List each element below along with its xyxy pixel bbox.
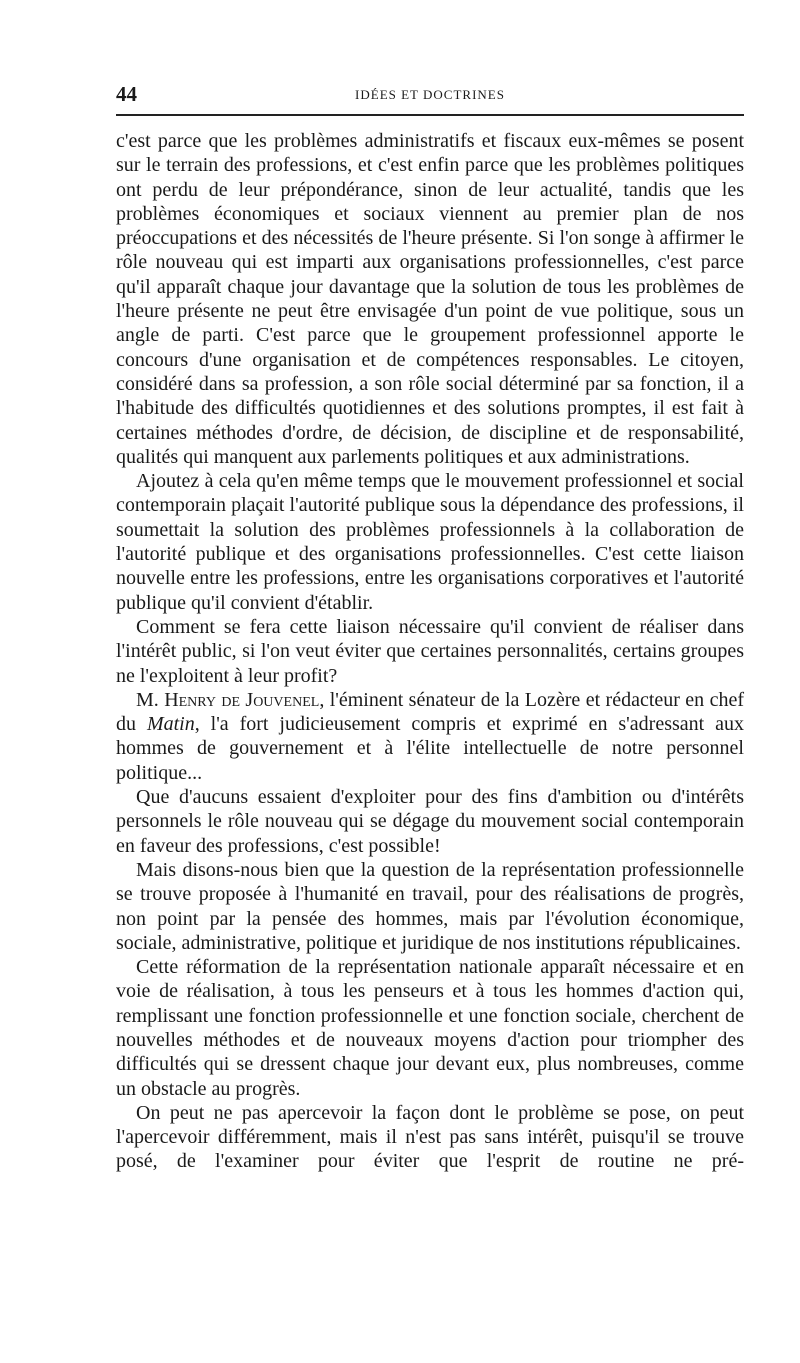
- page-header: [116, 82, 744, 106]
- paragraph-3: [116, 615, 744, 688]
- paragraph-1: c'est parce que les problèmes administratifs et fiscaux eux-mêmes se posent sur le terrain des professions, et c'est enfin parce que les problèmes politiques ont perdu de leur prépondérance, sinon de leur actualité, tandis que les problèmes économiques et sociaux viennent au premier plan de nos préoccupations et des nécessités de l'heure présente. Si l'on songe à affirmer le rôle nouveau qui est imparti aux organisations professionnelles, c'est parce qu'il apparaît chaque jour davantage que la solution de tous les problèmes de l'heure présente ne peut être envisagée d'un point de vue politique, sous un angle de parti. C'est parce que le groupement professionnel apporte le concours d'une organisation et de compétences responsables. Le citoyen, considéré dans sa profession, a son rôle social déterminé par sa fonction, il a l'habitude des difficultés quotidiennes et des solutions promptes, il est fait à certaines méthodes d'ordre, de décision, de discipline et de responsabilité, qualités qui manquent aux parlements politiques et aux administrations.: [116, 130, 744, 468]
- paragraph-4: [116, 688, 744, 785]
- paragraph-3-text: Comment se fera cette liaison nécessaire qu'il convient de réaliser dans l'intérêt public, si l'on veut éviter que certaines personnalités, certains groupes ne l'exploitent à leur profit?: [116, 615, 744, 687]
- body-text: [116, 129, 744, 1174]
- paragraph-4-prefix: M.: [136, 688, 165, 711]
- paragraph-2: Ajoutez à cela qu'en même temps que le mouvement professionnel et social contemporain plaçait l'autorité publique sous la dépendance des professions, il soumettait la solution des problèmes professionnels à la collaboration de l'autorité publique et des organisations professionnelles. C'est cette liaison nouvelle entre les professions, entre les organisations corporatives et l'autorité publique qu'il convient d'établir.: [116, 470, 744, 614]
- paragraph-5: Que d'aucuns essaient d'exploiter pour des fins d'ambition ou d'intérêts personnels le rôle nouveau qui se dégage du mouvement social contemporain en faveur des professions, c'est possible!: [116, 786, 744, 857]
- paragraph-6: Mais disons-nous bien que la question de la représentation professionnelle se trouve proposée à l'humanité en travail, pour des réalisations de progrès, non point par la pensée des hommes, mais par l'évolution économique, sociale, administrative, politique et juridique de nos institutions républicaines.: [116, 858, 744, 954]
- running-title: IDÉES ET DOCTRINES: [355, 87, 505, 102]
- header-rule: [116, 114, 744, 116]
- newspaper-title: Matin: [146, 713, 195, 736]
- paragraph-8: On peut ne pas apercevoir la façon dont le problème se pose, on peut l'apercevoir différemment, mais il n'est pas sans intérêt, puisqu'il se trouve posé, de l'examiner pour éviter que l'esprit de routine ne pré-: [116, 1101, 744, 1173]
- paragraph-4-suffix: , l'a fort judicieusement compris et exprimé en s'adressant aux hommes de gouvernement et à l'élite intellectuelle de notre personnel politique...: [116, 713, 745, 784]
- person-name: Henry de Jouvenel: [164, 688, 320, 711]
- paragraph-4-middle: , l'éminent sénateur de la Lozère et rédacteur en chef du: [116, 688, 744, 736]
- paragraph-7: Cette réformation de la représentation nationale apparaît nécessaire et en voie de réalisation, à tous les penseurs et à tous les hommes d'action qui, remplissant une fonction professionnelle et une fonction sociale, cherchent de nouvelles méthodes et de nouveaux moyens d'action pour triompher des difficultés qui se dressent chaque jour devant eux, plus nombreuses, comme un obstacle au progrès.: [116, 956, 744, 1100]
- page-number: 44: [116, 82, 137, 106]
